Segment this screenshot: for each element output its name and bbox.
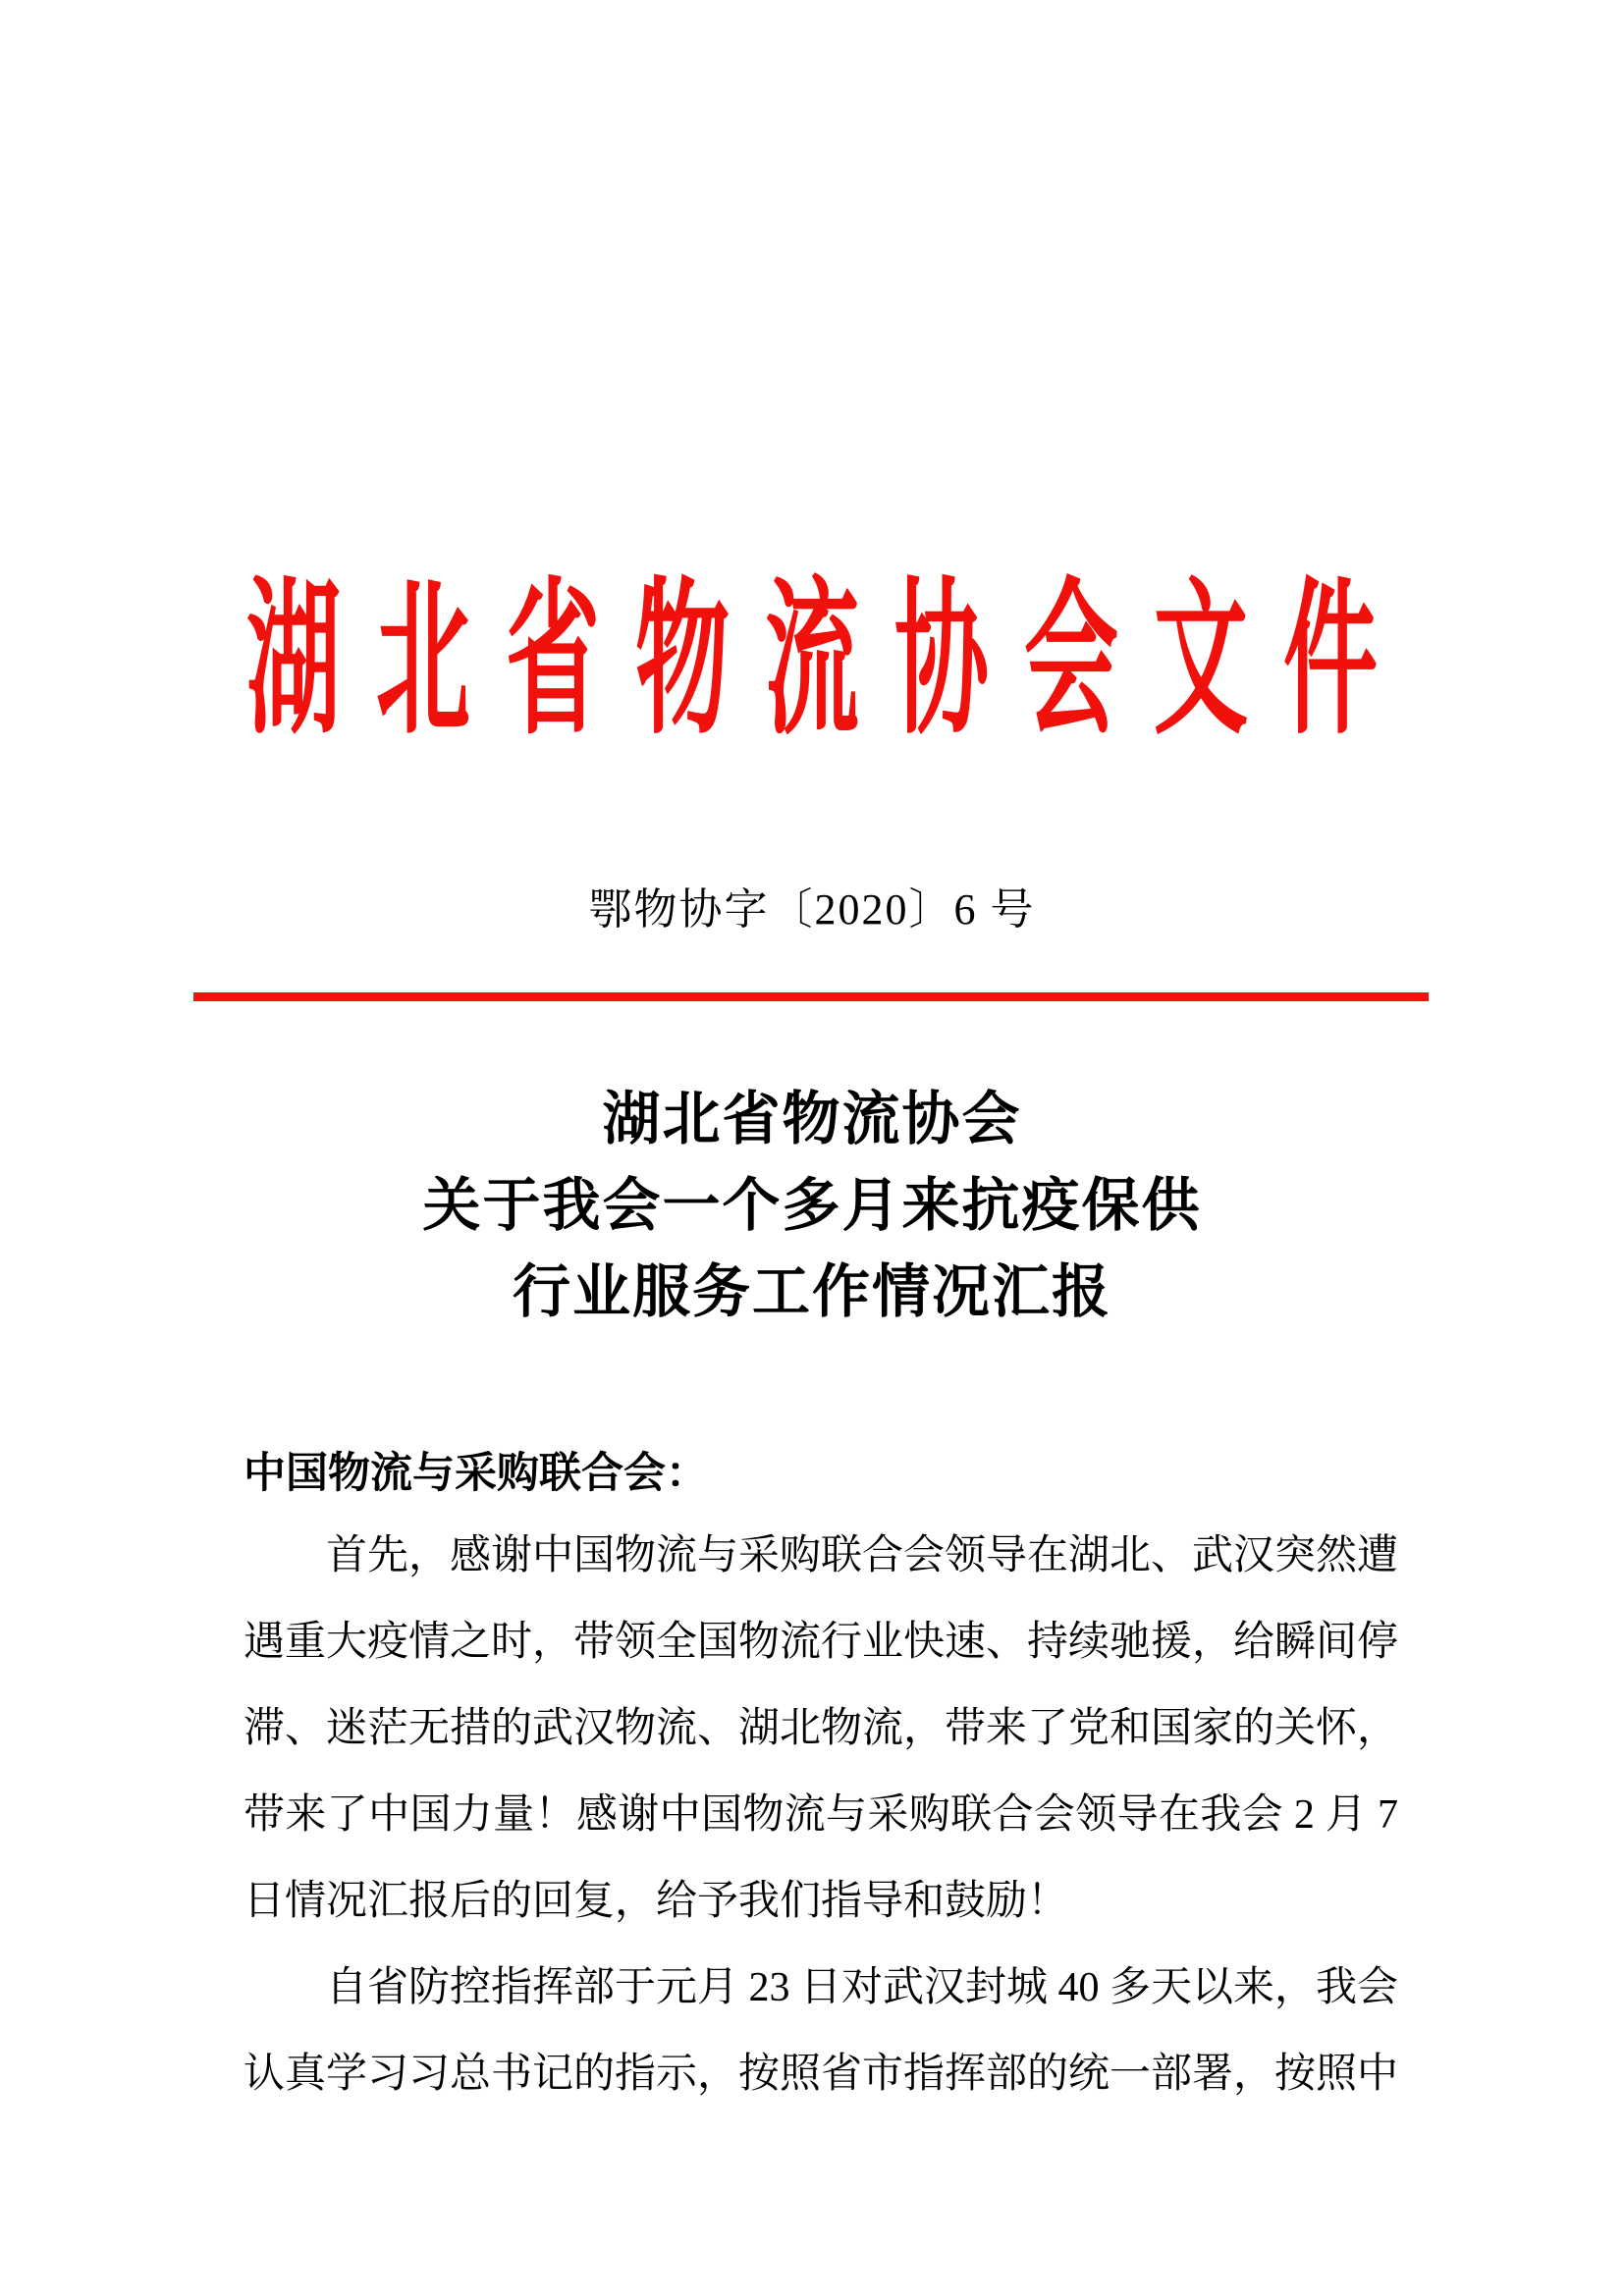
body-line: 日情况汇报后的回复，给予我们指导和鼓励！ [244,1879,1069,1924]
red-divider-line [193,992,1429,1001]
body-line: 带来了中国力量！感谢中国物流与采购联合会领导在我会 2 月 7 [244,1792,1398,1838]
body-line: 滞、迷茫无措的武汉物流、湖北物流，带来了党和国家的关怀， [244,1706,1399,1751]
body-line: 自省防控指挥部于元月 23 日对武汉封城 40 多天以来，我会 [326,1965,1399,2010]
body-text [244,1513,1398,2117]
body-line: 认真学习习总书记的指示，按照省市指挥部的统一部署，按照中 [244,2052,1399,2097]
document-title [0,1076,1624,1335]
body-line: 首先，感谢中国物流与采购联合会领导在湖北、武汉突然遭 [326,1533,1399,1578]
body-line: 遇重大疫情之时，带领全国物流行业快速、持续驰援，给瞬间停 [244,1620,1399,1665]
addressee-line: 中国物流与采购联合会： [244,1450,708,1497]
letterhead [0,566,1624,755]
title-line-3: 行业服务工作情况汇报 [512,1259,1111,1324]
document-number: 鄂物协字〔2020〕6 号 [588,885,1036,934]
letterhead-title: 湖北省物流协会文件 [246,566,1413,755]
title-line-2: 关于我会一个多月来抗疫保供 [422,1173,1202,1238]
title-line-1: 湖北省物流协会 [602,1087,1022,1151]
